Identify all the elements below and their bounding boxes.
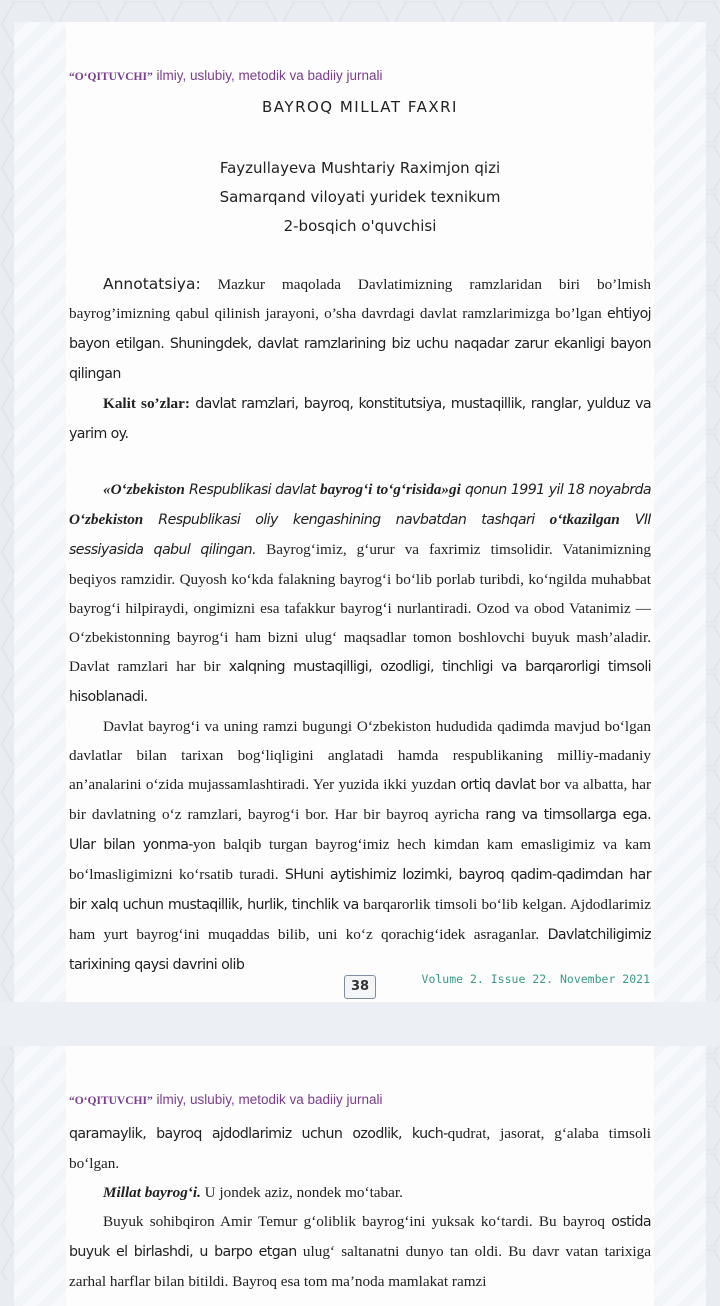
author-status: 2-bosqich o'quvchisi	[283, 217, 437, 235]
page-decor-left	[14, 1046, 66, 1306]
volume-info: Volume 2. Issue 22. November 2021	[421, 972, 650, 986]
keywords-label: Kalit so’zlar:	[103, 395, 190, 412]
journal-header: “O‘QITUVCHI” ilmiy, uslubiy, metodik va badiiy jurnali	[69, 1092, 383, 1107]
page-number: 38	[344, 975, 376, 999]
page-separator	[0, 1002, 720, 1046]
section-heading: Millat bayrog‘i. U jondek aziz, nondek mo‘tabar.	[103, 1184, 403, 1201]
paragraph-continued: qaramaylik, bayroq ajdodlarimiz uchun ozodlik, kuch-qudrat, jasorat, g‘alaba timsoli bo‘lgan.	[69, 1125, 651, 1172]
abstract-label: Annotatsiya:	[103, 275, 201, 293]
keywords: Kalit so’zlar: davlat ramzlari, bayroq, konstitutsiya, mustaqillik, ranglar, yulduz va yarim oy.	[69, 395, 651, 442]
paragraph-1: «O‘zbekiston Respublikasi davlat bayrog‘i to‘g‘risida»gi qonun 1991 yil 18 noyabrda O‘zbekiston Respublikasi oliy kengashining navbatdan tashqari o‘tkazilgan VII sessiyasida qabul qilingan. Bayrog‘imiz, g‘urur va faxrimiz timsolidir. Vatanimizning beqiyos ramzidir. Quyosh ko‘kda falakning bayrog‘i bo‘lib porlab turibdi, ko‘ngilda muhabbat bayrog‘i hilpiraydi, ongimizni esa tafakkur bayrog‘i nurlantiradi. Ozod va obod Vatanimiz — O‘zbekistonning bayrog‘i ham bizni ulug‘ maqsadlar tomon boshlovchi buyuk mash’aladir. Davlat ramzlari har bir xalqning mustaqilligi, ozodligi, tinchligi va barqarorligi timsoli hisoblanadi.	[69, 481, 652, 705]
paragraph-3: Buyuk sohibqiron Amir Temur g‘oliblik bayrog‘ini yuksak ko‘tardi. Bu bayroq ostida buyuk el birlashdi, u barpo etgan ulug‘ saltanatni dunyo tan oldi. Bu davr vatan tarixiga zarhal harflar bilan bitildi. Bayroq esa tom ma’noda mamlakat ramzi	[69, 1213, 651, 1290]
author-block	[14, 154, 706, 241]
document-page-2	[14, 1046, 706, 1306]
article-body	[69, 475, 651, 980]
document-page-1	[14, 22, 706, 1002]
article-title: BAYROQ MILLAT FAXRI	[262, 98, 458, 116]
author-name: Fayzullayeva Mushtariy Raximjon qizi	[219, 159, 501, 177]
page-decor-right	[654, 1046, 706, 1306]
paragraph-2: Davlat bayrog‘i va uning ramzi bugungi O‘zbekiston hududida qadimda mavjud bo‘lgan davlatlar bilan tarixan bog‘liqligini anglatadi hamda respublikaning milliy-madaniy an’analarini o‘zida mujassamlashtiradi. Yer yuzida ikki yuzdan ortiq davlat bor va albatta, har bir davlatning o‘z ramzlari, bayrog‘i bor. Har bir bayroq ayricha rang va timsollarga ega. Ular bilan yonma-yon balqib turgan bayrog‘imiz hech kimdan kam emasligimiz va kam bo‘lmasligimizni ko‘rsatib turadi. SHuni aytishimiz lozimki, bayroq qadim-qadimdan har bir xalq uchun mustaqillik, hurlik, tinchlik va barqarorlik timsoli bo‘lib kelgan. Ajdodlarimiz ham yurt bayrog‘ini muqaddas bilib, uni ko‘z qorachig‘idek asraganlar. Davlatchiligimiz tarixining qaysi davrini olib	[69, 718, 652, 973]
author-affiliation: Samarqand viloyati yuridek texnikum	[219, 188, 501, 206]
journal-header: “O‘QITUVCHI” ilmiy, uslubiy, metodik va badiiy jurnali	[69, 68, 383, 83]
abstract: Annotatsiya: Mazkur maqolada Davlatimizning ramzlaridan biri bo’lmish bayrog’imizning qabul qilinish jarayoni, o’sha davrdagi davlat ramzlarimizga bo’lgan ehtiyoj bayon etilgan. Shuningdek, davlat ramzlarining biz uchu naqadar zarur ekanligi bayon qilingan Kalit so’zlar: davlat ramzlari, bayroq, konstitutsiya, mustaqillik, ranglar, yulduz va yarim oy.	[69, 270, 651, 449]
article-body-continued	[69, 1119, 651, 1296]
